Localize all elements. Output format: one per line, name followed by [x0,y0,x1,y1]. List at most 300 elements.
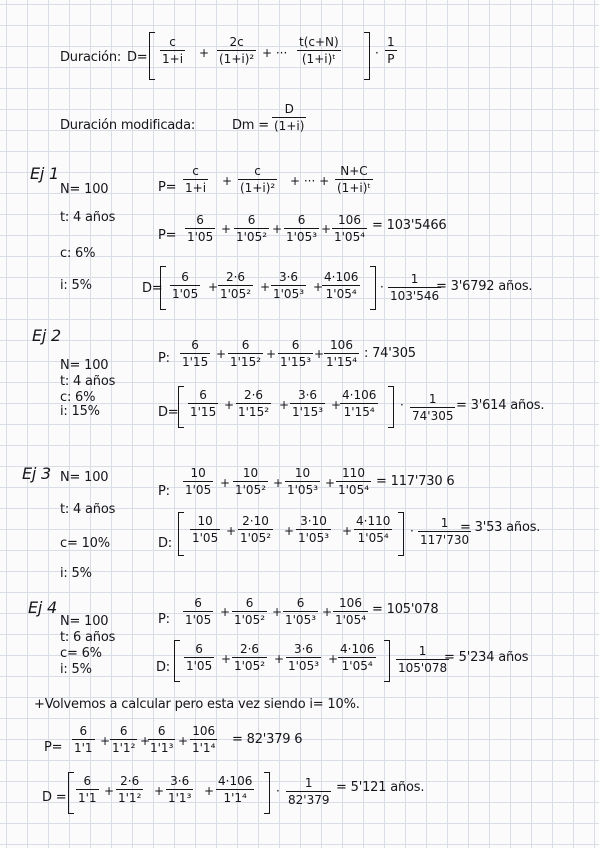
numerator: 2c [229,35,244,49]
fraction-bar [385,50,397,51]
ej4-d-lhs: D: [156,660,170,675]
fraction-bar [234,228,269,229]
duracion-label: Duración: [60,50,122,65]
numerator: 6 [191,338,199,352]
ej4-d-result: = 5'234 años [444,650,529,665]
fraction [335,164,373,195]
fraction-bar [272,117,306,118]
ej4-p-lhs: P: [158,612,170,627]
duracion-lhs: D= [127,50,148,65]
plus-sign: + [100,734,111,748]
ej4-n: N= 100 [60,614,109,629]
fraction-bar [148,739,175,740]
numerator: 6 [181,270,189,284]
fraction [232,642,267,673]
fraction [388,272,441,303]
fraction [116,774,143,805]
numerator: 10 [190,466,206,480]
numerator: 6 [157,724,166,738]
ej1-gen-lhs: P= [158,180,177,195]
numerator: 6 [79,724,88,738]
plus-sign: + [221,652,232,666]
denominator: 1'1³ [150,741,174,755]
numerator: 106 [192,724,216,738]
right-bracket [384,640,390,682]
fraction [216,774,254,805]
fraction [190,514,220,545]
denominator: 1'05³ [285,613,317,627]
ej1-n: N= 100 [60,182,109,197]
denominator: 117'730 [420,533,470,547]
ej3-p-result: = 117'730 6 [376,474,455,489]
times-dot: · [400,398,404,412]
fraction [272,102,306,133]
numerator: 6 [194,596,202,610]
numerator: 6 [196,213,204,227]
denominator: 1'1 [78,791,97,805]
left-bracket [174,640,180,682]
denominator: 1'05 [172,287,199,301]
plus-sign: + [325,476,336,490]
fraction [183,596,213,627]
ej3-n: N= 100 [60,470,109,485]
plus-sign: + [272,605,283,619]
numerator: 1 [440,516,449,530]
ej2-p-result: : 74'305 [364,346,416,361]
fraction [217,35,256,66]
denominator: 1'05² [220,287,252,301]
numerator: t(c+N) [299,35,339,49]
ej1-d-result: = 3'6792 años. [436,279,533,294]
denominator: 1'05⁴ [325,287,357,301]
fraction [285,466,320,497]
plus-sign: + [104,784,115,798]
recalc-d-lhs: D = [42,790,67,805]
denominator: 1'05 [186,659,213,673]
plus-sign: + [208,280,219,294]
ej2-t: t: 4 años [60,374,116,389]
ej1-c: c: 6% [60,246,96,261]
fraction [185,213,215,244]
numerator: 4·106 [342,388,377,402]
ej1-t: t: 4 años [60,210,116,225]
left-bracket [178,512,184,556]
ej1-p-result: = 103'5466 [372,218,447,233]
denominator: 1'1³ [168,791,192,805]
times-dot: · [276,784,280,798]
fraction-bar [184,657,214,658]
numerator: 10 [294,466,311,480]
fraction-bar [190,529,220,530]
numerator: 10 [242,466,259,480]
ej2-d-result: = 3'614 años. [456,398,545,413]
numerator: 2·6 [243,388,264,402]
fraction-bar [183,179,208,180]
fraction-bar [228,353,263,354]
fraction-bar [216,789,254,790]
ej2-d-lhs: D= [158,405,179,420]
plus-sign: + [274,652,285,666]
section-title-ej4: Ej 4 [28,598,58,617]
numerator: 10 [197,514,213,528]
left-bracket [160,266,166,310]
numerator: 6 [245,596,254,610]
fraction-bar [324,353,359,354]
plus-sign: + [140,734,151,748]
fraction-bar [290,403,325,404]
fraction-bar [283,611,318,612]
denominator: 1'15² [238,405,270,419]
numerator: 2·10 [242,514,269,528]
ej2-i: i: 15% [60,404,100,419]
numerator: 6 [247,213,256,227]
fraction [232,596,267,627]
denominator: 1'1 [74,741,93,755]
fraction-bar [183,611,213,612]
denominator: 1'05² [236,230,268,244]
fraction [238,164,277,195]
fraction [180,338,210,369]
fraction [286,642,321,673]
numerator: 2·6 [120,774,140,788]
times-dot: · [380,280,384,294]
denominator: 1'05⁴ [335,613,367,627]
numerator: 6 [83,774,92,788]
denominator: (1+i)² [240,181,276,195]
fraction [410,392,455,423]
fraction [286,776,331,807]
fraction [234,213,269,244]
numerator: 6 [199,388,207,402]
denominator: (1+i)ᵗ [301,52,336,66]
plus-sign: + [266,347,277,361]
times-dot: · [375,46,379,60]
denominator: 1'05³ [298,531,330,545]
denominator: 1+i [185,181,207,195]
fraction-bar [396,659,449,660]
fraction-bar [335,179,373,180]
numerator: 6 [241,338,250,352]
plus-sign: + [279,398,290,412]
denominator: 1'05 [185,483,212,497]
plus-sign: + [199,46,210,60]
numerator: 6 [119,724,128,738]
plus-sign: + [331,398,342,412]
fraction-bar [340,403,378,404]
denominator: 1'05 [185,613,212,627]
fraction [297,35,341,66]
fraction-bar [166,789,193,790]
fraction-bar [297,50,341,51]
numerator: 1 [387,35,395,49]
numerator: 3·6 [278,270,299,284]
fraction-bar [410,407,455,408]
plus-sign: + [220,605,231,619]
fraction [283,596,318,627]
numerator: 106 [338,213,361,227]
recalc-note: +Volvemos a calcular pero esta vez siendo i= 10%. [34,697,360,712]
plus-sign: + [272,222,283,236]
dm-label: Duración modificada: [60,118,196,133]
denominator: 1'05² [240,531,272,545]
numerator: c [169,35,176,49]
numerator: 1 [418,644,427,658]
fraction-bar [332,228,367,229]
plus-sign: + [221,222,232,236]
fraction [218,270,253,301]
plus-sign: + [342,524,353,538]
ej2-c: c: 6% [60,390,96,405]
times-dot: · [410,524,414,538]
fraction [284,213,319,244]
denominator: (1+i)² [219,52,255,66]
fraction-bar [190,739,217,740]
denominator: 1'05 [187,230,214,244]
denominator: 1'05⁴ [338,483,370,497]
ej4-i: i: 5% [60,662,92,677]
plus-sign: + [314,347,325,361]
denominator: 1'05³ [286,230,318,244]
fraction-bar [170,285,200,286]
fraction-bar [296,529,331,530]
fraction-bar [116,789,143,790]
denominator: 1'1⁴ [223,791,247,805]
fraction [296,514,331,545]
right-bracket [398,512,404,556]
ej4-p-result: = 105'078 [372,602,439,617]
numerator: 2·6 [239,642,260,656]
numerator: 4·106 [324,270,359,284]
fraction [148,724,175,755]
denominator: 1'1⁴ [192,741,216,755]
fraction [354,514,392,545]
denominator: 1'05² [234,613,266,627]
fraction-bar [217,50,256,51]
fraction-bar [336,481,371,482]
right-bracket [264,772,270,814]
denominator: 1'05² [234,659,266,673]
plus-sign: + [273,476,284,490]
numerator: 3·6 [297,388,318,402]
fraction-bar [388,287,441,288]
numerator: c [192,164,199,178]
numerator: 1 [410,272,419,286]
fraction [76,774,99,805]
numerator: 6 [297,213,306,227]
numerator: N+C [340,164,368,178]
denominator: 1'05⁴ [334,230,366,244]
fraction-bar [278,353,313,354]
left-bracket [178,386,184,428]
ej3-p-lhs: P: [158,484,170,499]
ej4-c: c= 6% [60,646,102,661]
denominator: 1+i [162,52,184,66]
fraction-bar [285,481,320,482]
fraction [228,338,263,369]
plus-sign: + [284,524,295,538]
numerator: c [254,164,261,178]
fraction [160,35,185,66]
left-bracket [149,32,155,80]
ej3-d-lhs: D: [158,536,172,551]
fraction [385,35,397,66]
denominator: 1'15⁴ [343,405,375,419]
fraction-bar [284,228,319,229]
denominator: 82'379 [288,793,330,807]
fraction [340,388,378,419]
section-title-ej2: Ej 2 [32,326,62,345]
numerator: D [284,102,294,116]
plus-sign: + [178,734,189,748]
numerator: 4·106 [340,642,375,656]
numerator: 1 [428,392,437,406]
ej2-n: N= 100 [60,358,109,373]
fraction-bar [188,403,218,404]
fraction [72,724,95,755]
numerator: 3·10 [300,514,327,528]
plus-sign: + [220,476,231,490]
fraction [183,466,213,497]
fraction-bar [218,285,253,286]
denominator: 105'078 [398,661,448,675]
fraction-bar [233,481,268,482]
numerator: 6 [195,642,203,656]
fraction-bar [286,657,321,658]
denominator: 1'05² [235,483,267,497]
ej2-p-lhs: P: [158,351,170,366]
numerator: 1 [304,776,313,790]
denominator: 1'1² [118,791,142,805]
fraction-bar [286,791,331,792]
fraction [271,270,306,301]
fraction-bar [110,739,137,740]
numerator: 106 [330,338,353,352]
fraction [238,514,273,545]
section-title-ej1: Ej 1 [30,164,60,183]
fraction [332,213,367,244]
fraction-bar [338,657,376,658]
ej3-d-result: = 3'53 años. [460,520,541,535]
numerator: 4·110 [356,514,391,528]
denominator: (1+i) [274,119,305,133]
fraction [324,338,359,369]
denominator: 1'15³ [292,405,324,419]
fraction [188,388,218,419]
fraction [190,724,217,755]
numerator: 6 [291,338,300,352]
fraction-bar [271,285,306,286]
denominator: 1'15³ [280,355,312,369]
fraction-bar [72,739,95,740]
fraction [110,724,137,755]
denominator: 1'15² [230,355,262,369]
fraction-bar [183,481,213,482]
fraction [236,388,271,419]
fraction-bar [322,285,360,286]
fraction-bar [185,228,215,229]
numerator: 6 [296,596,305,610]
dots: + ··· [262,46,288,60]
plus-sign: + [222,174,233,188]
fraction [184,642,214,673]
plus-sign: + [216,347,227,361]
denominator: 1'05³ [273,287,305,301]
denominator: 1'1² [112,741,136,755]
fraction [336,466,371,497]
numerator: 3·6 [293,642,314,656]
fraction [322,270,360,301]
recalc-d-result: = 5'121 años. [336,780,425,795]
denominator: 1'15 [190,405,217,419]
denominator: 1'05⁴ [357,531,389,545]
denominator: 1'05 [192,531,219,545]
fraction [170,270,200,301]
right-bracket [370,266,376,310]
numerator: 106 [339,596,362,610]
fraction [338,642,376,673]
recalc-p-result: = 82'379 6 [232,732,303,747]
denominator: 1'15 [182,355,209,369]
ej3-i: i: 5% [60,566,92,581]
plus-sign: + [328,652,339,666]
numerator: 4·106 [218,774,253,788]
denominator: 1'05³ [287,483,319,497]
dm-lhs: Dm = [232,118,269,133]
fraction-bar [232,657,267,658]
fraction [166,774,193,805]
plus-sign: + [224,398,235,412]
fraction-bar [180,353,210,354]
fraction [278,338,313,369]
left-bracket [68,772,74,814]
fraction [183,164,208,195]
fraction-bar [238,179,277,180]
fraction-bar [354,529,392,530]
denominator: 1'05⁴ [341,659,373,673]
fraction-bar [76,789,99,790]
plus-sign: + [322,605,333,619]
fraction [396,644,449,675]
section-title-ej3: Ej 3 [22,464,52,483]
denominator: (1+i)ᵗ [337,181,371,195]
denominator: 74'305 [412,409,454,423]
right-bracket [364,32,370,80]
denominator: 103'546 [390,289,440,303]
fraction-bar [160,50,185,51]
recalc-p-lhs: P= [44,740,63,755]
plus-sign: + [321,222,332,236]
fraction [333,596,368,627]
numerator: 2·6 [225,270,246,284]
ej3-t: t: 4 años [60,502,116,517]
fraction [233,466,268,497]
ej1-p-lhs: P= [158,228,177,243]
plus-sign: + [204,784,215,798]
plus-sign: + [226,524,237,538]
dots: + ··· + [290,174,330,188]
ej3-c: c= 10% [60,536,110,551]
fraction-bar [232,611,267,612]
fraction [290,388,325,419]
fraction-bar [238,529,273,530]
ej4-t: t: 6 años [60,630,116,645]
ej1-d-lhs: D= [142,281,163,296]
numerator: 3·6 [170,774,190,788]
right-bracket [388,386,394,428]
denominator: 1'05³ [288,659,320,673]
plus-sign: + [313,280,324,294]
plus-sign: + [154,784,165,798]
